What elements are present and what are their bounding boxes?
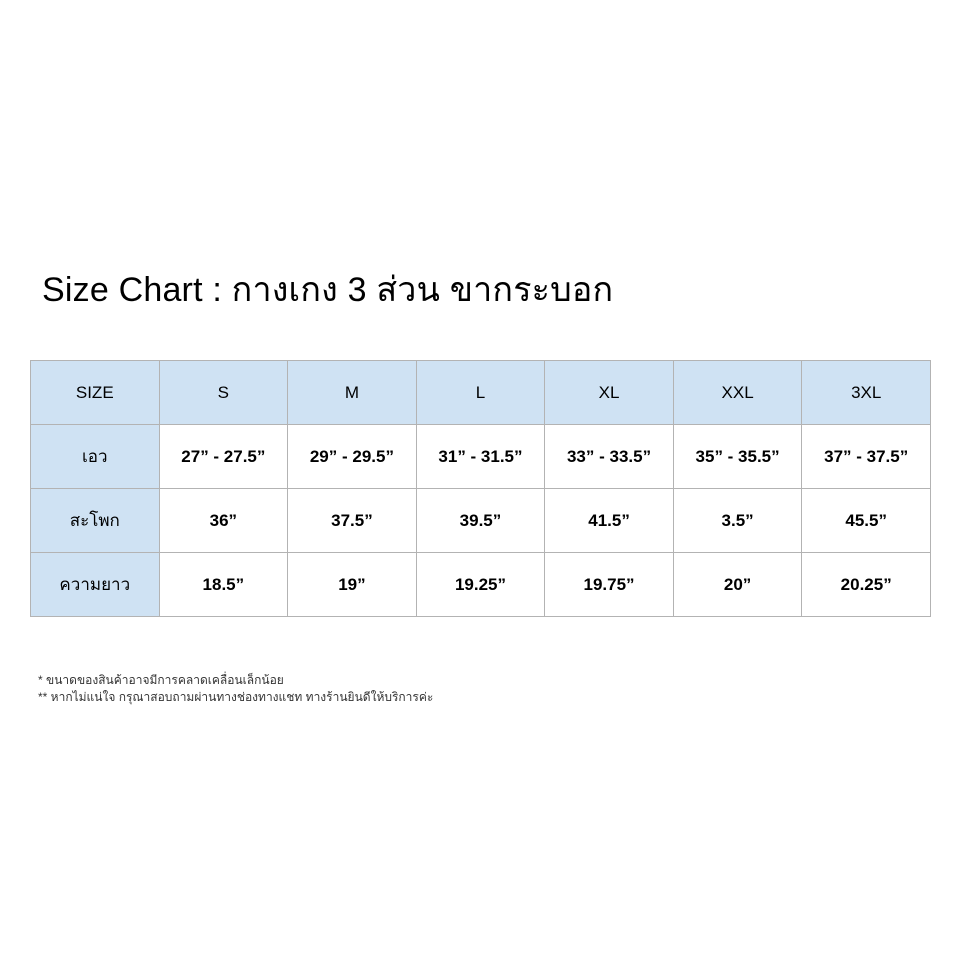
table-cell: 29” - 29.5” bbox=[288, 425, 417, 489]
header-size-s: S bbox=[159, 361, 288, 425]
footnotes bbox=[38, 672, 433, 706]
table-cell: 39.5” bbox=[416, 489, 545, 553]
table-cell: 20.25” bbox=[802, 553, 931, 617]
table-cell: 37.5” bbox=[288, 489, 417, 553]
table-cell: 27” - 27.5” bbox=[159, 425, 288, 489]
table-cell: 41.5” bbox=[545, 489, 674, 553]
header-size-label: SIZE bbox=[31, 361, 160, 425]
table-header-row bbox=[31, 361, 931, 425]
table-cell: 35” - 35.5” bbox=[673, 425, 802, 489]
table-cell: 19.75” bbox=[545, 553, 674, 617]
header-size-3xl: 3XL bbox=[802, 361, 931, 425]
table-row-waist bbox=[31, 425, 931, 489]
table-cell: 31” - 31.5” bbox=[416, 425, 545, 489]
table-cell: 18.5” bbox=[159, 553, 288, 617]
size-chart-table bbox=[30, 360, 931, 617]
table-cell: 19” bbox=[288, 553, 417, 617]
header-size-l: L bbox=[416, 361, 545, 425]
table-cell: 33” - 33.5” bbox=[545, 425, 674, 489]
row-label-length: ความยาว bbox=[31, 553, 160, 617]
footnote-contact: ** หากไม่แน่ใจ กรุณาสอบถามผ่านทางช่องทางแชท ทางร้านยินดีให้บริการค่ะ bbox=[38, 690, 434, 704]
header-size-xl: XL bbox=[545, 361, 674, 425]
row-label-waist: เอว bbox=[31, 425, 160, 489]
page-title: Size Chart : กางเกง 3 ส่วน ขากระบอก bbox=[42, 271, 614, 309]
table-cell: 3.5” bbox=[673, 489, 802, 553]
table-cell: 19.25” bbox=[416, 553, 545, 617]
table-cell: 20” bbox=[673, 553, 802, 617]
table-row-hip bbox=[31, 489, 931, 553]
row-label-hip: สะโพก bbox=[31, 489, 160, 553]
table-cell: 45.5” bbox=[802, 489, 931, 553]
header-size-m: M bbox=[288, 361, 417, 425]
header-size-xxl: XXL bbox=[673, 361, 802, 425]
table-cell: 36” bbox=[159, 489, 288, 553]
footnote-tolerance: * ขนาดของสินค้าอาจมีการคลาดเคลื่อนเล็กน้อย bbox=[38, 673, 284, 687]
table-row-length bbox=[31, 553, 931, 617]
table-cell: 37” - 37.5” bbox=[802, 425, 931, 489]
